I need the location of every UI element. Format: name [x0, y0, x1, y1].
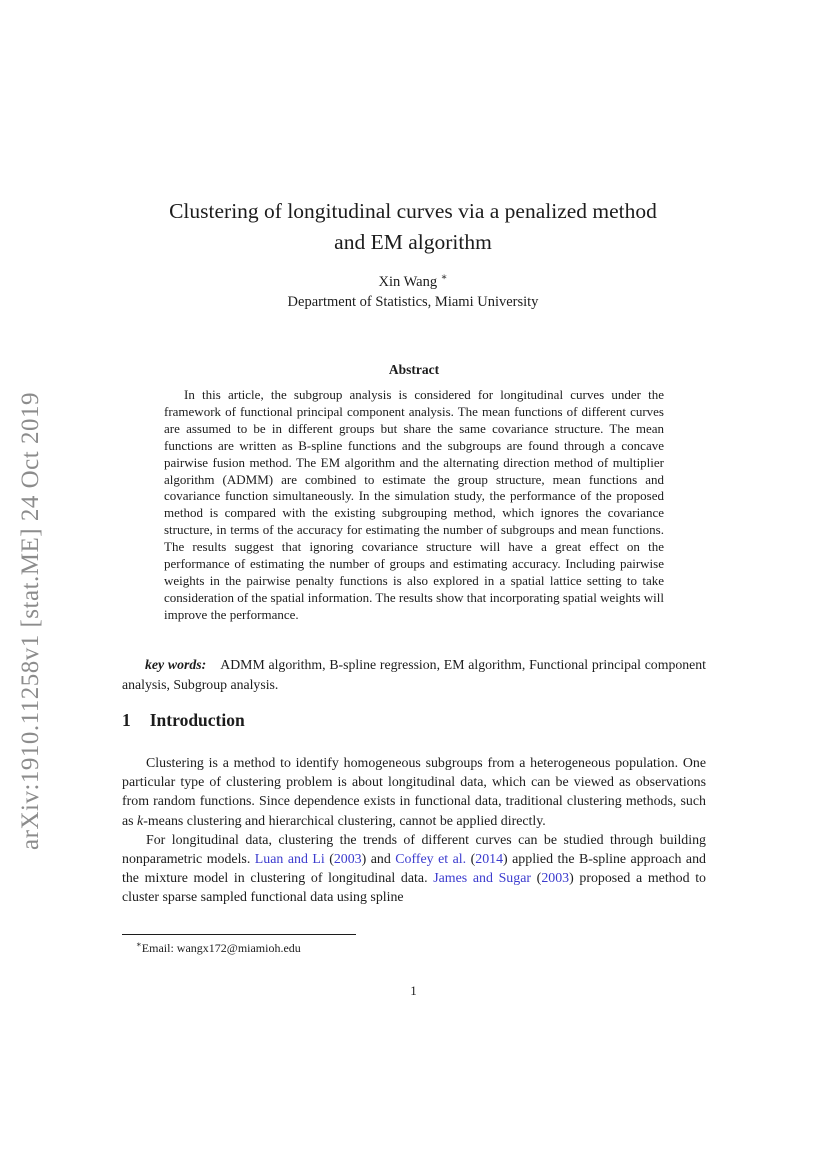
footnote-rule — [122, 934, 356, 935]
section-heading-introduction — [122, 710, 706, 731]
intro-paragraph-2 — [122, 831, 706, 908]
text-segment: ) and — [361, 852, 396, 868]
text-segment: -means clustering and hierarchical clustering, cannot be applied directly. — [143, 813, 546, 829]
keywords-text: ADMM algorithm, B-spline regression, EM algorithm, Functional principal component analysis, Subgroup analysis. — [122, 657, 706, 692]
arxiv-stamp: arXiv:1910.11258v1 [stat.ME] 24 Oct 2019 — [17, 392, 44, 850]
text-segment: ( — [324, 852, 334, 868]
keywords-label: key words: — [145, 657, 207, 672]
footnote-marker: ∗ — [136, 939, 142, 949]
text-segment: k — [137, 813, 144, 829]
footnote-text: Email: wangx172@miamioh.edu — [141, 941, 301, 955]
text-segment: ) applied the B-spline approach and the mixture model in clustering of longitudinal data. — [122, 852, 706, 887]
author-line — [113, 272, 713, 291]
introduction-body — [122, 754, 706, 908]
text-segment: ( — [466, 852, 476, 868]
citation-link[interactable]: Coffey et al. — [395, 852, 467, 868]
paper-title-line2: and EM algorithm — [334, 230, 492, 254]
author-footnote-marker: ∗ — [440, 272, 448, 283]
affiliation: Department of Statistics, Miami University — [287, 294, 539, 310]
author-name: Xin Wang — [378, 273, 438, 290]
paper-title — [113, 196, 713, 258]
footnote — [122, 939, 706, 956]
text-segment: For longitudinal data, clustering the trends of different curves can be studied through building nonparametric models. — [122, 832, 706, 868]
page-number: 1 — [410, 983, 417, 998]
citation-link[interactable]: Luan and Li — [254, 852, 325, 868]
citation-link[interactable]: 2003 — [333, 852, 362, 868]
abstract-heading: Abstract — [388, 362, 440, 377]
text-segment: ) proposed a method to cluster sparse sampled functional data using spline — [122, 871, 706, 906]
paper-title-line1: Clustering of longitudinal curves via a penalized method — [169, 199, 657, 223]
citation-link[interactable]: 2014 — [475, 852, 504, 868]
text-segment: ( — [531, 871, 542, 887]
intro-paragraph-1 — [122, 754, 706, 831]
citation-link[interactable]: 2003 — [541, 871, 570, 887]
section-title: Introduction — [149, 710, 245, 730]
keywords — [122, 655, 706, 695]
abstract-body: In this article, the subgroup analysis is considered for longitudinal curves under the framework of functional principal component analysis. The mean functions of different curves are assumed to be in different groups but share the same covariance structure. The mean functions are written as B-spline functions and the subgroups are found through a concave pairwise fusion method. The EM algorithm and the alternating direction method of multiplier algorithm (ADMM) are combined to estimate the group structure, mean functions and covariance function simultaneously. In the simulation study, the performance of the proposed method is compared with the existing subgrouping method, which ignores the covariance structure, in terms of the accuracy for estimating the number of subgroups and mean functions. The results suggest that ignoring covariance structure will have a great effect on the performance of estimating the number of groups and estimating accuracy. Including pairwise weights in the pairwise penalty functions is also explored in a spatial lattice setting to take consideration of the spatial information. The results show that incorporating spatial weights will improve the performance. — [164, 387, 664, 622]
section-number: 1 — [122, 710, 131, 730]
text-segment: Clustering is a method to identify homogeneous subgroups from a heterogeneous population. One particular type of clustering problem is about longitudinal data, which can be viewed as observations from random functions. Since dependence exists in functional data, traditional clustering methods, such as — [122, 756, 706, 829]
citation-link[interactable]: James and Sugar — [433, 871, 531, 887]
